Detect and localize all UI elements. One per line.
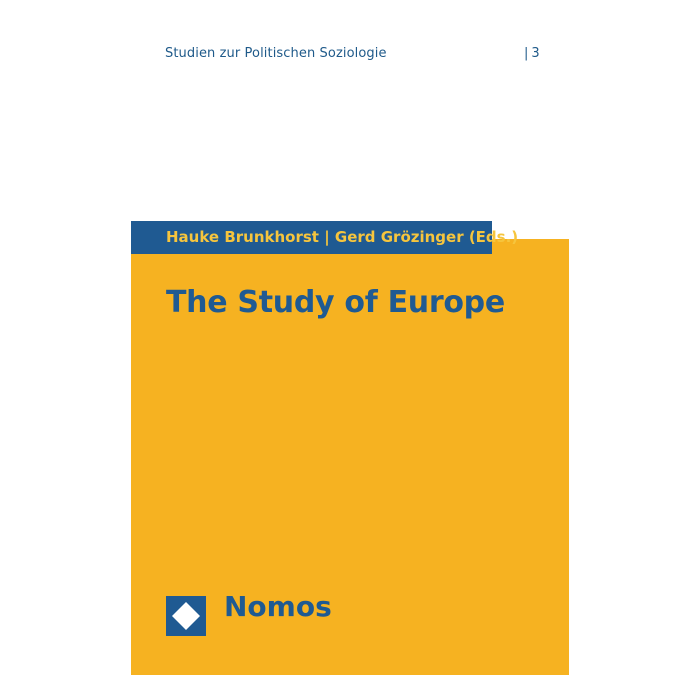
nomos-logo-icon [166, 596, 206, 636]
publisher-name: Nomos [224, 590, 332, 623]
volume-number-value: 3 [531, 46, 540, 61]
series-title: Studien zur Politischen Soziologie [165, 46, 387, 61]
volume-number [524, 46, 540, 61]
book-title: The Study of Europe [166, 285, 505, 320]
authors: Hauke Brunkhorst | Gerd Grözinger (Eds.) [166, 228, 519, 246]
volume-separator: | [524, 46, 529, 61]
